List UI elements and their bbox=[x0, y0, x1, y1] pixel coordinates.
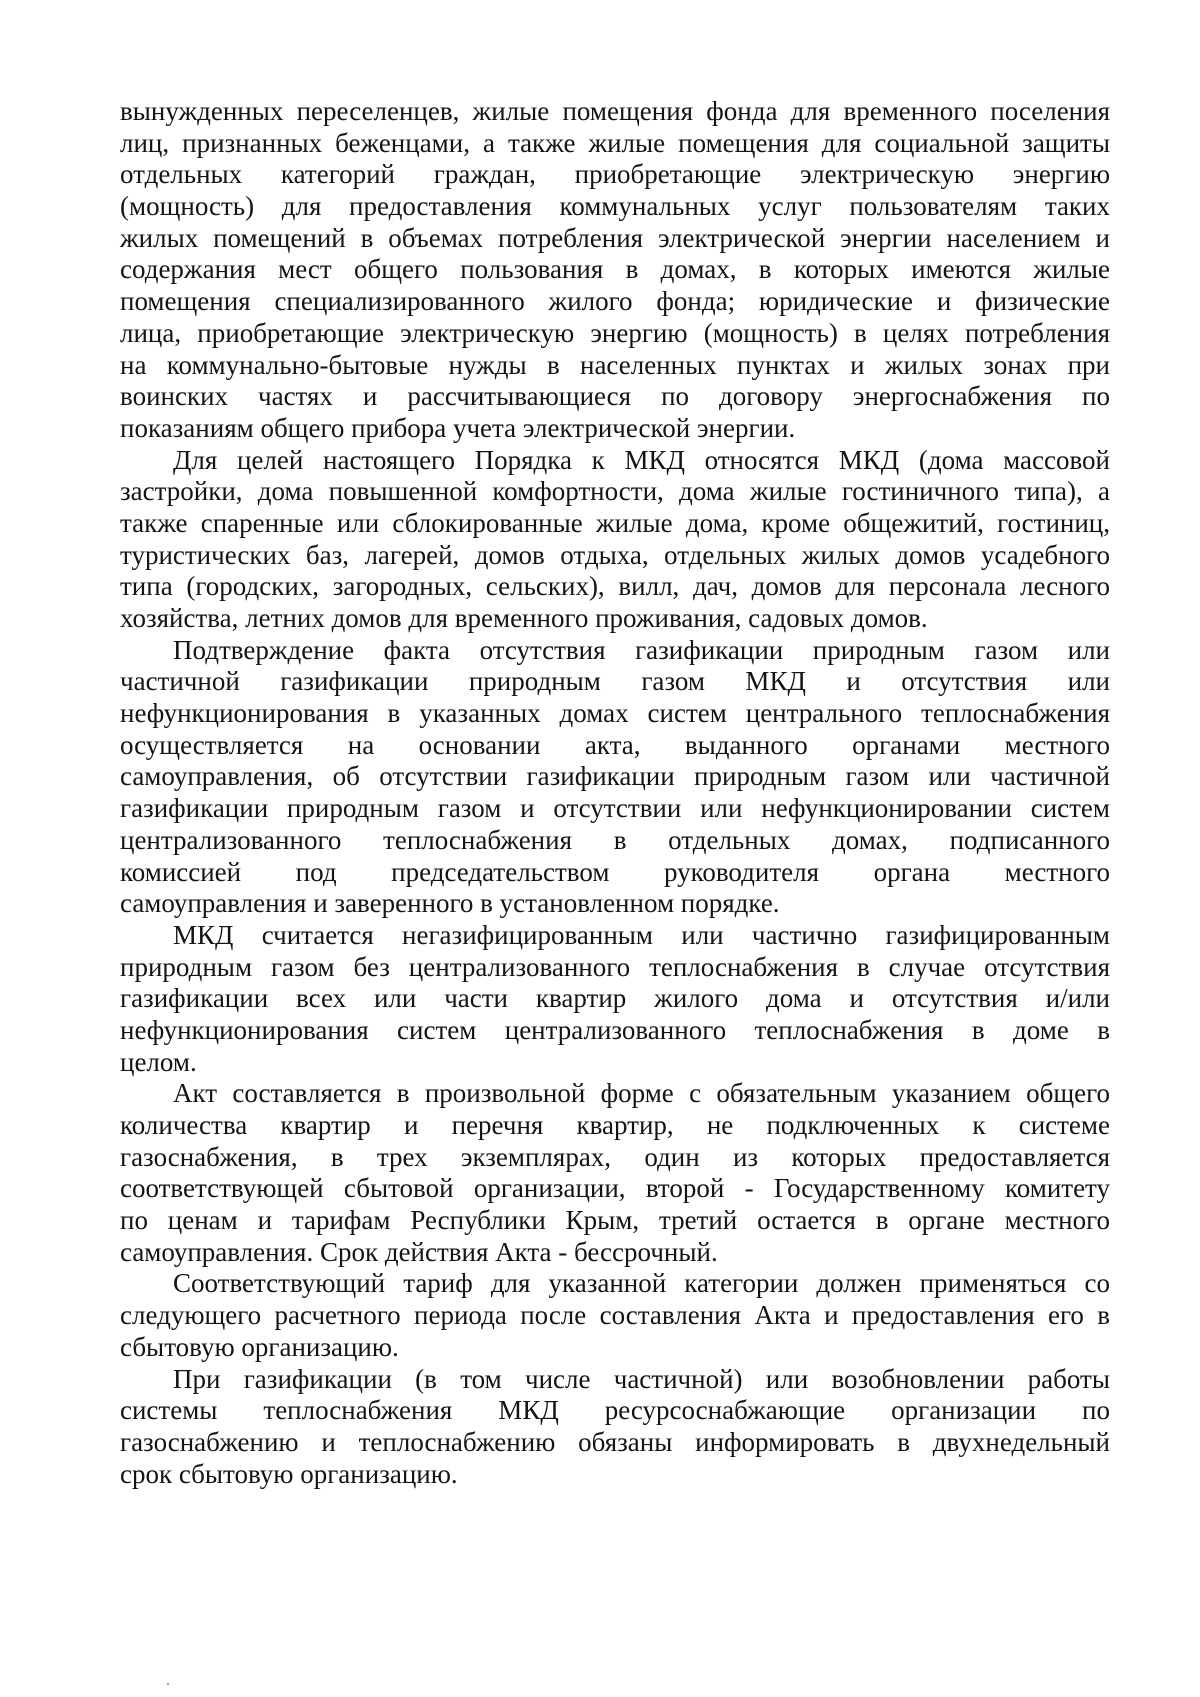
text-line: также спаренные или сблокированные жилые дома, кроме общежитий, гостиниц, bbox=[120, 507, 1110, 538]
text-line: соответствующей сбытовой организации, второй - Государственному комитету bbox=[120, 1173, 1110, 1204]
text-line: При газификации (в том числе частичной) или возобновлении работы bbox=[173, 1363, 1110, 1394]
text-line: природным газом без централизованного теплоснабжения в случае отсутствия bbox=[120, 951, 1110, 982]
paragraph bbox=[120, 445, 1110, 635]
text-line: вынужденных переселенцев, жилые помещения фонда для временного поселения bbox=[120, 96, 1110, 126]
text-line: нефункционирования в указанных домах систем центрального теплоснабжения bbox=[120, 698, 1110, 729]
text-line: воинских частях и рассчитывающиеся по договору энергоснабжения по bbox=[120, 381, 1110, 412]
text-line: централизованного теплоснабжения в отдельных домах, подписанного bbox=[120, 824, 1110, 855]
text-line: срок сбытовую организацию. bbox=[120, 1458, 458, 1489]
text-line: содержания мест общего пользования в домах, в которых имеются жилые bbox=[120, 254, 1110, 285]
text-line: туристических баз, лагерей, домов отдыха, отдельных жилых домов усадебного bbox=[120, 539, 1110, 570]
text-line: самоуправления. Срок действия Акта - бессрочный. bbox=[120, 1236, 718, 1267]
text-line: Для целей настоящего Порядка к МКД относятся МКД (дома массовой bbox=[173, 444, 1110, 475]
text-line: Акт составляется в произвольной форме с обязательным указанием общего bbox=[173, 1078, 1110, 1109]
text-line: целом. bbox=[120, 1046, 197, 1077]
document-body bbox=[120, 96, 1110, 1490]
text-line: газификации природным газом и отсутствии или нефункционировании систем bbox=[120, 793, 1110, 824]
text-line: застройки, дома повышенной комфортности, дома жилые гостиничного типа), а bbox=[120, 476, 1110, 507]
text-line: показаниям общего прибора учета электрической энергии. bbox=[120, 412, 796, 443]
text-line: газоснабжения, в трех экземплярах, один из которых предоставляется bbox=[120, 1141, 1110, 1172]
text-line: самоуправления, об отсутствии газификации природным газом или частичной bbox=[120, 761, 1110, 792]
text-line: МКД считается негазифицированным или частично газифицированным bbox=[173, 919, 1110, 950]
text-line: по ценам и тарифам Республики Крым, третий остается в органе местного bbox=[120, 1205, 1110, 1236]
text-line: газификации всех или части квартир жилого дома и отсутствия и/или bbox=[120, 983, 1110, 1014]
text-line: нефункционирования систем централизованного теплоснабжения в доме в bbox=[120, 1014, 1110, 1045]
text-line: отдельных категорий граждан, приобретающие электрическую энергию bbox=[120, 159, 1110, 190]
paragraph bbox=[120, 1268, 1110, 1363]
text-line: Соответствующий тариф для указанной категории должен применяться со bbox=[173, 1268, 1110, 1299]
paragraph bbox=[120, 1078, 1110, 1268]
paragraph bbox=[120, 920, 1110, 1078]
text-line: газоснабжению и теплоснабжению обязаны информировать в двухнедельный bbox=[120, 1426, 1110, 1457]
text-line: самоуправления и заверенного в установленном порядке. bbox=[120, 888, 780, 919]
text-line: типа (городских, загородных, сельских), вилл, дач, домов для персонала лесного bbox=[120, 571, 1110, 602]
text-line: осуществляется на основании акта, выданного органами местного bbox=[120, 729, 1110, 760]
scan-speck bbox=[167, 1683, 169, 1685]
text-line: частичной газификации природным газом МКД и отсутствия или bbox=[120, 666, 1110, 697]
paragraph bbox=[120, 1364, 1110, 1491]
paragraph bbox=[120, 96, 1110, 445]
text-line: следующего расчетного периода после составления Акта и предоставления его в bbox=[120, 1300, 1110, 1331]
text-line: хозяйства, летних домов для временного проживания, садовых домов. bbox=[120, 603, 928, 633]
text-line: лица, приобретающие электрическую энергию (мощность) в целях потребления bbox=[120, 317, 1110, 348]
text-line: системы теплоснабжения МКД ресурсоснабжающие организации по bbox=[120, 1395, 1110, 1426]
text-line: количества квартир и перечня квартир, не подключенных к системе bbox=[120, 1110, 1110, 1140]
text-line: сбытовую организацию. bbox=[120, 1331, 399, 1362]
text-line: лиц, признанных беженцами, а также жилые помещения для социальной защиты bbox=[120, 127, 1110, 158]
text-line: комиссией под председательством руководителя органа местного bbox=[120, 856, 1110, 887]
paragraph bbox=[120, 635, 1110, 920]
text-line: на коммунально-бытовые нужды в населенных пунктах и жилых зонах при bbox=[120, 349, 1110, 380]
text-line: помещения специализированного жилого фонда; юридические и физические bbox=[120, 286, 1110, 317]
text-line: Подтверждение факта отсутствия газификации природным газом или bbox=[173, 634, 1110, 665]
text-line: жилых помещений в объемах потребления электрической энергии населением и bbox=[120, 222, 1110, 253]
text-line: (мощность) для предоставления коммунальных услуг пользователям таких bbox=[120, 191, 1110, 222]
